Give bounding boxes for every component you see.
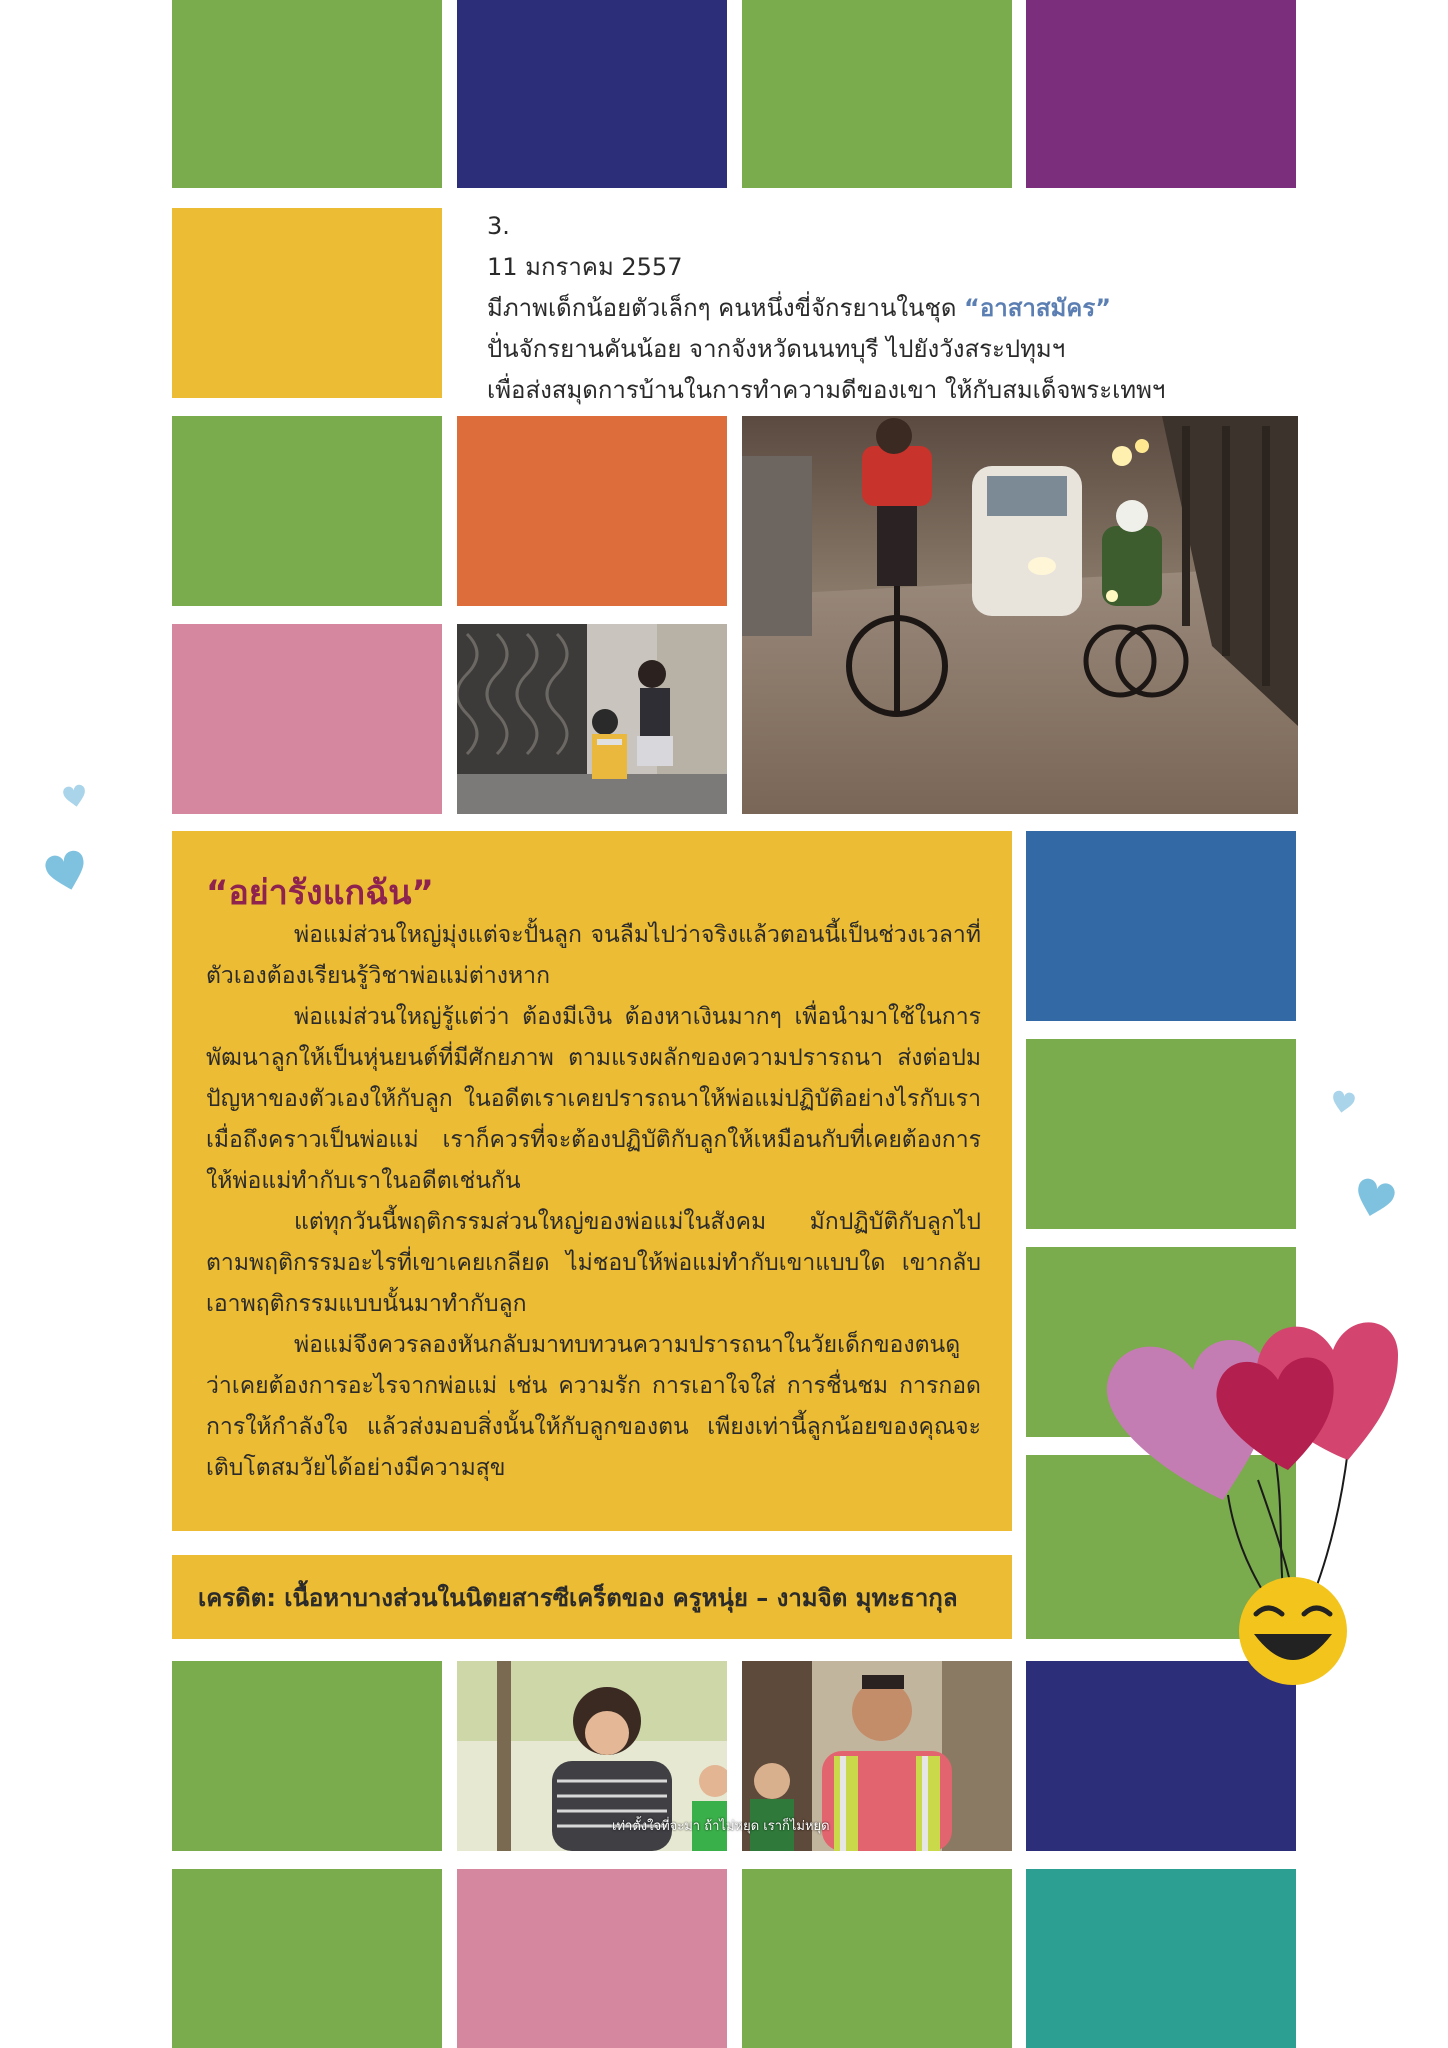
story-box xyxy=(172,831,1012,1531)
photo-cyclists-night-road xyxy=(742,416,1298,814)
color-tile-blue xyxy=(1026,831,1296,1021)
intro-text xyxy=(487,206,1207,411)
color-tile-teal xyxy=(1026,1869,1296,2048)
intro-line-1: มีภาพเด็กน้อยตัวเล็กๆ คนหนึ่งขี่จักรยานในชุด “อาสาสมัคร” xyxy=(487,294,1112,322)
intro-line-3: เพื่อส่งสมุดการบ้านในการทำความดีของเขา ให้กับสมเด็จพระเทพฯ xyxy=(487,376,1166,404)
story-body xyxy=(206,915,981,1489)
credit-bar xyxy=(172,1555,1012,1639)
video-caption: เท่าตั้งใจที่จะมา ถ้าไม่หยุด เราก็ไม่หยุด xyxy=(612,1819,830,1834)
color-tile-yellow xyxy=(172,208,442,398)
intro-number: 3. xyxy=(487,212,510,240)
story-paragraph: พ่อแม่จึงควรลองหันกลับมาทบทวนความปรารถนาในวัยเด็กของตนดูว่าเคยต้องการอะไรจากพ่อแม่ เช่น ความรัก การเอาใจใส่ การชื่นชม การกอด การให้กำลังใจ แล้วส่งมอบสิ่งนั้นให้กับลูกของตน เพียงเท่านี้ลูกน้อยของคุณจะเติบโตสมวัยได้อย่างมีความสุข xyxy=(206,1332,981,1481)
heart-icon xyxy=(62,784,88,814)
heart-icon xyxy=(1352,1178,1396,1226)
heart-icon xyxy=(1330,1090,1356,1120)
color-tile-green xyxy=(172,416,442,606)
color-tile-navy xyxy=(457,0,727,188)
color-tile-green xyxy=(172,1869,442,2048)
laughing-smiley-icon xyxy=(1234,1576,1352,1690)
color-tile-purple xyxy=(1026,0,1296,188)
credit-text: เครดิต: เนื้อหาบางส่วนในนิตยสารซีเคร็ตของ ครูหนุ่ย – งามจิต มุทะธากุล xyxy=(198,1584,958,1612)
color-tile-green xyxy=(1026,1039,1296,1229)
color-tile-green xyxy=(172,0,442,188)
color-tile-green xyxy=(742,0,1012,188)
heart-icon xyxy=(44,850,90,900)
intro-line-2: ปั่นจักรยานคันน้อย จากจังหวัดนนทบุรี ไปยังวังสระปทุมฯ xyxy=(487,335,1066,363)
story-paragraph: พ่อแม่ส่วนใหญ่รู้แต่ว่า ต้องมีเงิน ต้องหาเงินมากๆ เพื่อนำมาใช้ในการพัฒนาลูกให้เป็นหุ่นยนต์ที่มีศักยภาพ ตามแรงผลักของความปรารถนา ส่งต่อปมปัญหาของตัวเองให้กับลูก ในอดีตเราเคยปรารถนาให้พ่อแม่ปฏิบัติอย่างไรกับเรา เมื่อถึงคราวเป็นพ่อแม่ เราก็ควรที่จะต้องปฏิบัติกับลูกให้เหมือนกับที่เคยต้องการให้พ่อแม่ทำกับเราในอดีตเช่นกัน xyxy=(206,1004,981,1194)
volunteer-highlight: “อาสาสมัคร” xyxy=(964,294,1112,322)
color-tile-pink xyxy=(457,1869,727,2048)
color-tile-pink xyxy=(172,624,442,814)
color-tile-green xyxy=(172,1661,442,1851)
photo-child-at-palace-gate xyxy=(457,624,727,814)
color-tile-green xyxy=(742,1869,1012,2048)
story-paragraph: แต่ทุกวันนี้พฤติกรรมส่วนใหญ่ของพ่อแม่ในสังคม มักปฏิบัติกับลูกไปตามพฤติกรรมอะไรที่เขาเคยเกลียด ไม่ชอบให้พ่อแม่ทำกับเขาแบบใด เขากลับเอาพฤติกรรมแบบนั้นมาทำกับลูก xyxy=(206,1209,981,1317)
story-title: “อย่ารังแกฉัน” xyxy=(206,873,434,913)
story-paragraph: พ่อแม่ส่วนใหญ่มุ่งแต่จะปั้นลูก จนลืมไปว่าจริงแล้วตอนนี้เป็นช่วงเวลาที่ตัวเองต้องเรียนรู้วิชาพ่อแม่ต่างหาก xyxy=(206,922,981,989)
color-tile-orange xyxy=(457,416,727,606)
intro-date: 11 มกราคม 2557 xyxy=(487,253,683,281)
